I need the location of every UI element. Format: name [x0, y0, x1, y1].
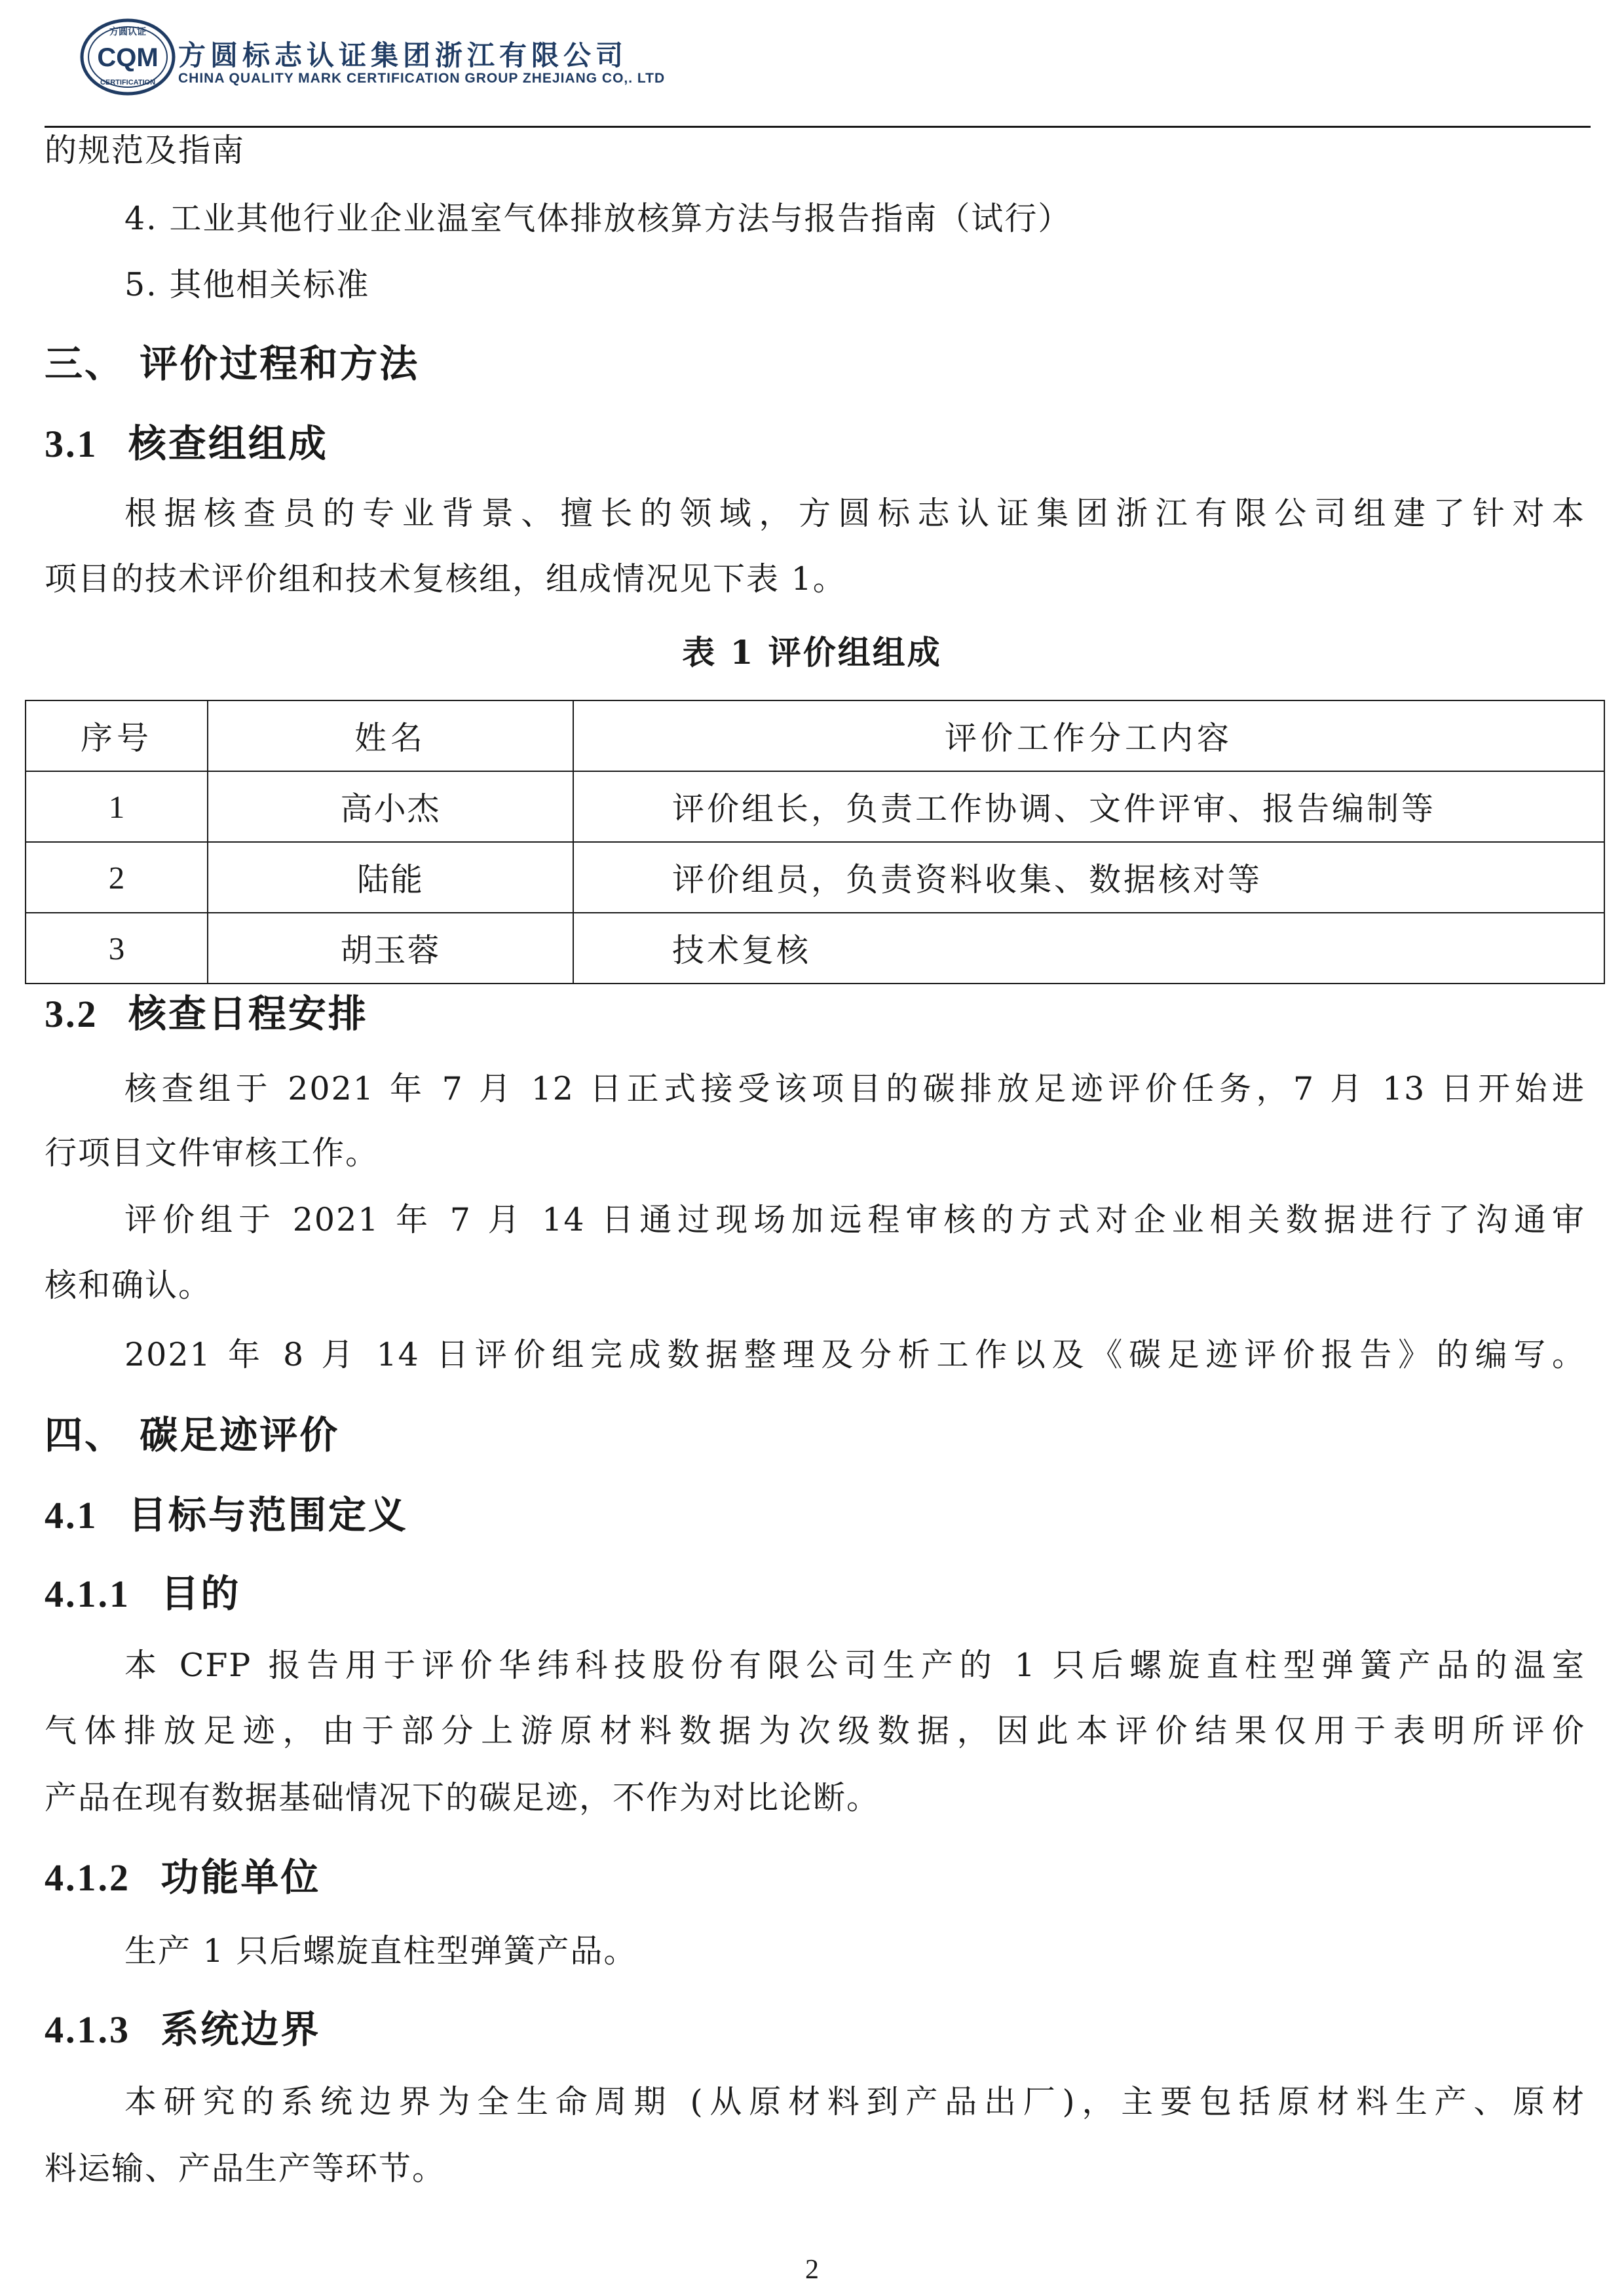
- logo-text: CQM: [97, 43, 159, 72]
- paragraph-purpose: [124, 1645, 1585, 1687]
- section-title: 功能单位: [161, 1855, 321, 1900]
- paragraph-line: 2021 年 8 月 14 日评价组完成数据整理及分析工作以及《碳足迹评价报告》的编写。: [124, 1336, 1585, 1373]
- paragraph-schedule-3: [124, 1334, 1585, 1376]
- section-title: 核查日程安排: [128, 991, 368, 1036]
- paragraph-line: 料运输、产品生产等环节。: [45, 2150, 446, 2187]
- paragraph-schedule-1: [124, 1068, 1585, 1110]
- section-4-1-2-heading: [45, 1846, 320, 1902]
- logo-ring-top: 方圆认证: [109, 27, 146, 37]
- table-row: [26, 913, 1604, 984]
- table-header-cell: 评价工作分工内容: [573, 700, 1604, 771]
- reference-item-5: 5. 其他相关标准: [124, 266, 370, 303]
- table-cell: 陆能: [208, 842, 573, 913]
- paragraph-line: 项目的技术评价组和技术复核组，组成情况见下表 1。: [45, 560, 846, 598]
- company-name-en: CHINA QUALITY MARK CERTIFICATION GROUP ZHEJIANG CO,. LTD: [178, 71, 666, 86]
- table-caption: 表 1 评价组组成: [682, 633, 942, 672]
- page-header: [79, 13, 1585, 128]
- section-title: 系统边界: [161, 2007, 321, 2052]
- section-4-heading: 四、 碳足迹评价: [45, 1413, 340, 1457]
- table-cell: 胡玉蓉: [208, 913, 573, 984]
- table-row: [26, 771, 1604, 842]
- section-number: 4.1.3: [45, 2008, 130, 2051]
- section-4-1-3-heading: [45, 1999, 320, 2054]
- table-cell: 评价组员，负责资料收集、数据核对等: [573, 842, 1604, 913]
- continuation-line: 的规范及指南: [45, 132, 246, 169]
- company-name-cn: 方圆标志认证集团浙江有限公司: [178, 39, 628, 71]
- paragraph-line: 核查组于 2021 年 7 月 12 日正式接受该项目的碳排放足迹评价任务，7 月 13 日开始进: [124, 1070, 1585, 1107]
- table-cell: 3: [26, 913, 208, 984]
- section-number: 4.1.2: [45, 1856, 130, 1899]
- paragraph-system-boundary: [124, 2081, 1585, 2123]
- section-title: 核查组组成: [128, 421, 328, 466]
- table-header-cell: 姓名: [208, 700, 573, 771]
- reference-item-4: 4. 工业其他行业企业温室气体排放核算方法与报告指南（试行）: [124, 200, 1072, 237]
- team-table: [25, 700, 1605, 984]
- section-title: 目的: [161, 1571, 241, 1616]
- paragraph-line: 气体排放足迹，由于部分上游原材料数据为次级数据，因此本评价结果仅用于表明所评价: [45, 1712, 1585, 1750]
- section-number: 4.1.1: [45, 1573, 130, 1615]
- section-3-1-heading: [45, 413, 328, 468]
- table-cell: 评价组长，负责工作协调、文件评审、报告编制等: [573, 771, 1604, 842]
- section-title: 目标与范围定义: [128, 1493, 408, 1537]
- table-cell: 1: [26, 771, 208, 842]
- section-number: 4.1: [45, 1494, 98, 1537]
- section-number: 3.2: [45, 993, 98, 1035]
- table-header-cell: 序号: [26, 700, 208, 771]
- section-4-1-1-heading: [45, 1563, 240, 1618]
- table-cell: 2: [26, 842, 208, 913]
- paragraph-line: 产品在现有数据基础情况下的碳足迹，不作为对比论断。: [45, 1779, 880, 1816]
- table-header-row: [26, 700, 1604, 771]
- paragraph-functional-unit: 生产 1 只后螺旋直柱型弹簧产品。: [124, 1932, 637, 1970]
- paragraph-line: 核和确认。: [45, 1267, 212, 1304]
- header-divider: [45, 126, 1591, 128]
- section-3-heading: 三、 评价过程和方法: [45, 341, 420, 386]
- paragraph-line: 根据核查员的专业背景、擅长的领域，方圆标志认证集团浙江有限公司组建了针对本: [124, 495, 1585, 532]
- table-cell: 高小杰: [208, 771, 573, 842]
- paragraph-line: 评价组于 2021 年 7 月 14 日通过现场加远程审核的方式对企业相关数据进行了沟通审: [124, 1201, 1585, 1238]
- paragraph-team: [124, 493, 1585, 535]
- paragraph-line: 本研究的系统边界为全生命周期 (从原材料到产品出厂)，主要包括原材料生产、原材: [124, 2083, 1585, 2120]
- paragraph-line: 行项目文件审核工作。: [45, 1134, 379, 1172]
- table-cell: 技术复核: [573, 913, 1604, 984]
- table-row: [26, 842, 1604, 913]
- paragraph-purpose-cont: [45, 1710, 1585, 1752]
- section-4-1-heading: [45, 1484, 408, 1539]
- section-3-2-heading: [45, 983, 368, 1038]
- cqm-logo-icon: [79, 16, 177, 98]
- paragraph-line: 本 CFP 报告用于评价华纬科技股份有限公司生产的 1 只后螺旋直柱型弹簧产品的温室: [124, 1647, 1585, 1684]
- paragraph-schedule-2: [124, 1199, 1585, 1241]
- page-number: 2: [805, 2255, 819, 2285]
- section-number: 3.1: [45, 423, 98, 465]
- logo-ring-bottom: CERTIFICATION: [100, 79, 156, 86]
